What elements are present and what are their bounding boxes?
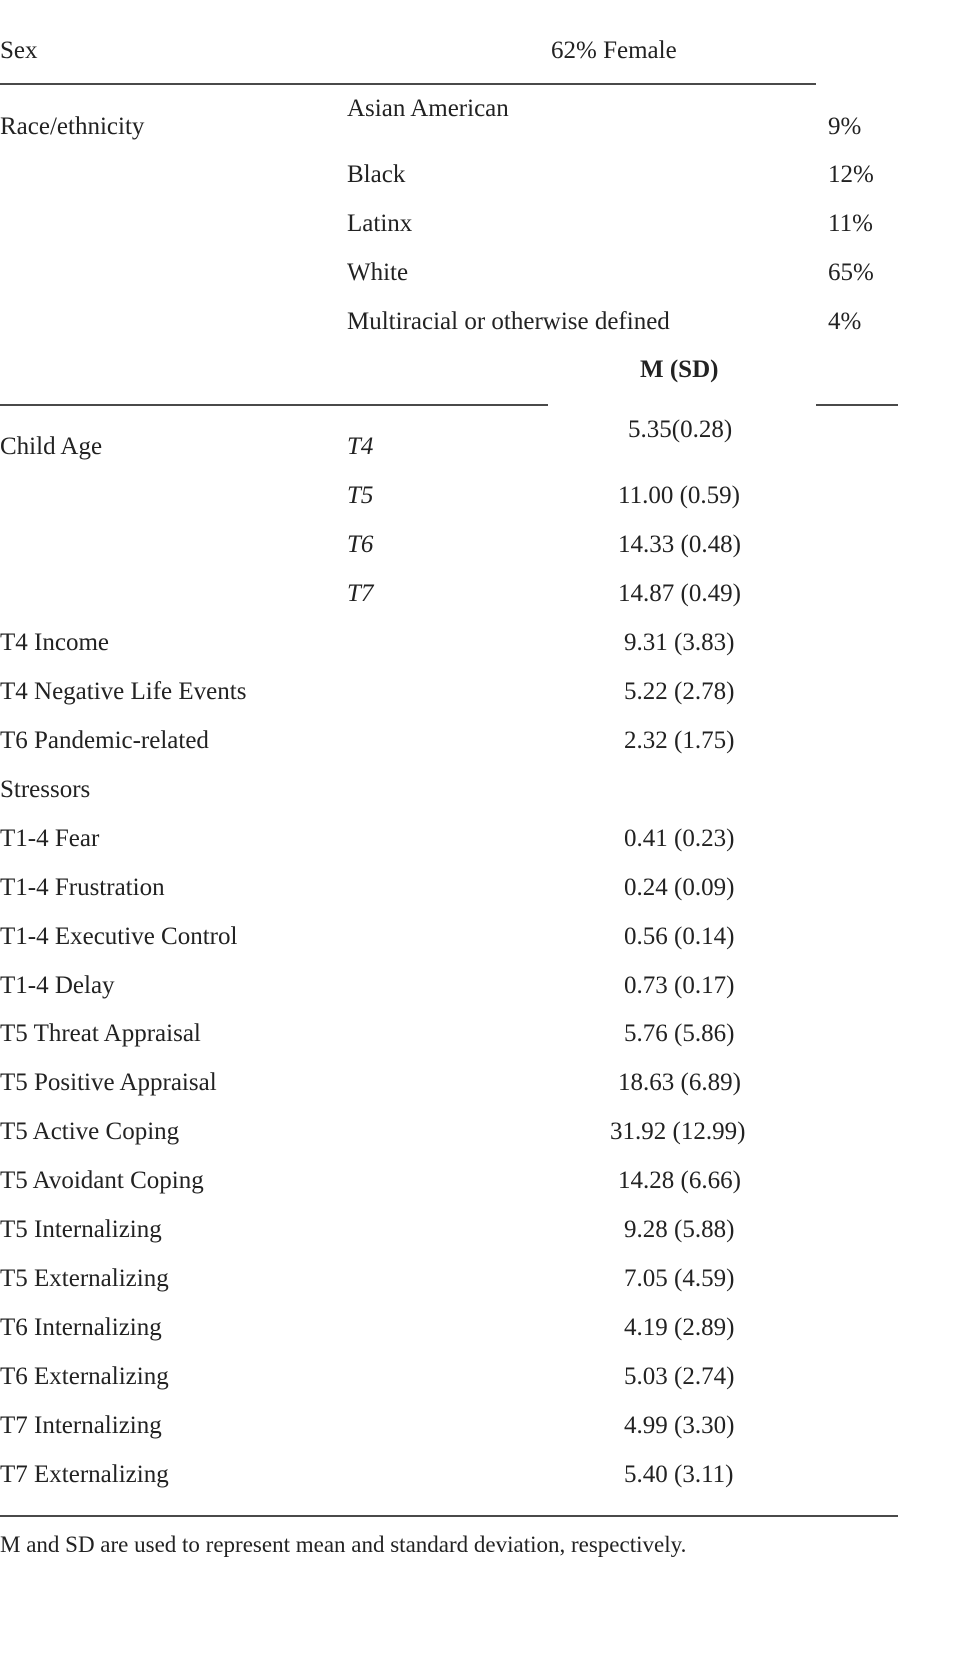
variable-value: 0.24 (0.09) [624,874,735,901]
child-age-value: 14.87 (0.49) [618,580,741,607]
table-footnote: M and SD are used to represent mean and standard deviation, respectively. [0,1532,687,1557]
variable-value: 0.41 (0.23) [624,825,735,852]
variable-label: T5 Threat Appraisal [0,1020,201,1047]
race-group: Black [347,161,406,188]
child-age-time: T6 [347,531,374,558]
variable-label: T4 Income [0,629,109,656]
variable-value: 5.03 (2.74) [624,1363,735,1390]
variable-value: 9.28 (5.88) [624,1216,735,1243]
variable-label: T7 Internalizing [0,1412,162,1439]
variable-value: 14.28 (6.66) [618,1167,741,1194]
variable-value: 0.73 (0.17) [624,972,735,999]
variable-label: T5 Active Coping [0,1118,180,1145]
child-age-time: T7 [347,580,374,607]
variable-value: 5.22 (2.78) [624,678,735,705]
variable-label: T5 Avoidant Coping [0,1167,204,1194]
variable-value: 4.19 (2.89) [624,1314,735,1341]
variable-value: 2.32 (1.75) [624,727,735,754]
child-age-time: T4 [347,433,374,460]
sex-label: Sex [0,37,38,64]
variable-label: T4 Negative Life Events [0,678,247,705]
rule-bottom [0,1515,898,1517]
variable-label: T6 Pandemic-related [0,727,209,754]
variable-value: 9.31 (3.83) [624,629,735,656]
rule-header-right [816,404,898,406]
child-age-value: 5.35(0.28) [628,416,733,443]
variable-label: T7 Externalizing [0,1461,169,1488]
variable-label: Stressors [0,776,91,803]
child-age-label: Child Age [0,433,103,460]
rule-header-left [0,404,548,406]
variable-value: 31.92 (12.99) [610,1118,746,1145]
race-group: White [347,259,409,286]
variable-label: T6 Externalizing [0,1363,169,1390]
variable-value: 18.63 (6.89) [618,1069,741,1096]
variable-label: T6 Internalizing [0,1314,162,1341]
race-label: Race/ethnicity [0,113,145,140]
variable-label: T1-4 Fear [0,825,100,852]
variable-value: 5.76 (5.86) [624,1020,735,1047]
race-group: Latinx [347,210,413,237]
variable-label: T1-4 Executive Control [0,923,238,950]
race-pct: 4% [828,308,862,335]
child-age-time: T5 [347,482,374,509]
variable-label: T1-4 Delay [0,972,115,999]
race-group: Asian American [347,95,509,122]
race-pct: 11% [828,210,873,237]
variable-value: 4.99 (3.30) [624,1412,735,1439]
variable-value: 7.05 (4.59) [624,1265,735,1292]
race-pct: 9% [828,113,862,140]
race-group: Multiracial or otherwise defined [347,308,670,335]
sex-value: 62% Female [551,37,677,64]
race-pct: 65% [828,259,874,286]
variable-label: T5 Positive Appraisal [0,1069,217,1096]
msd-header: M (SD) [640,356,719,383]
rule-sex-right [335,83,816,85]
variable-label: T1-4 Frustration [0,874,165,901]
child-age-value: 11.00 (0.59) [618,482,740,509]
variable-value: 5.40 (3.11) [624,1461,734,1488]
race-pct: 12% [828,161,874,188]
child-age-value: 14.33 (0.48) [618,531,741,558]
rule-sex-left [0,83,335,85]
variable-value: 0.56 (0.14) [624,923,735,950]
variable-label: T5 Internalizing [0,1216,162,1243]
variable-label: T5 Externalizing [0,1265,169,1292]
